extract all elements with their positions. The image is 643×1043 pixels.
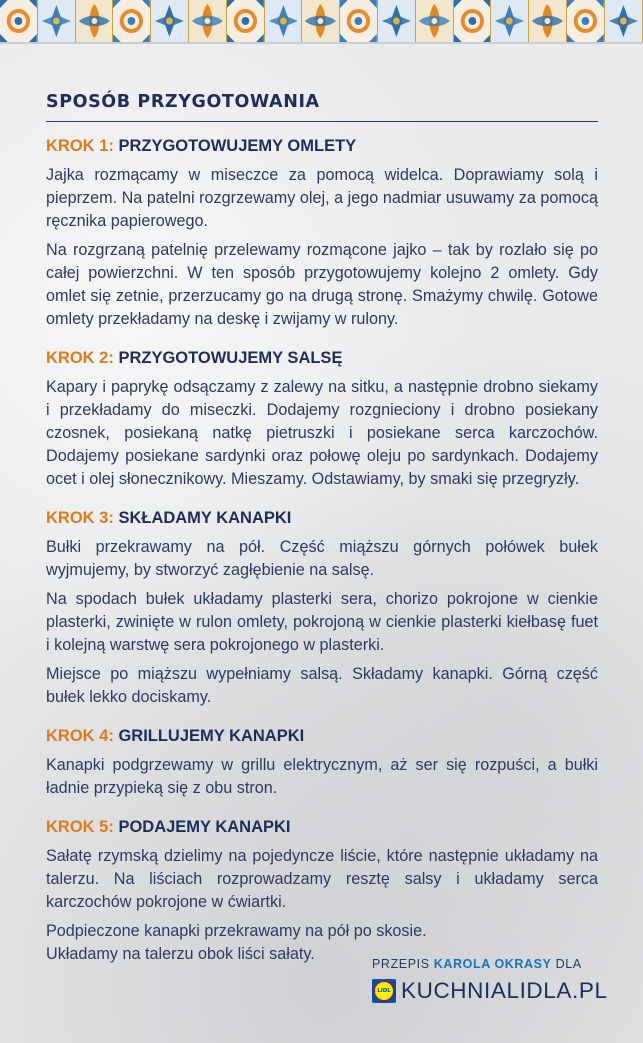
step-paragraph: Kanapki podgrzewamy w grillu elektrycznym, aż ser się rozpuści, a bułki ładnie przypieką się z obu stron. xyxy=(46,756,598,797)
ornament-tile-icon xyxy=(189,0,227,42)
step-heading xyxy=(46,818,598,837)
brand-logo-link[interactable] xyxy=(372,978,608,1004)
recipe-method xyxy=(46,92,598,972)
step-heading xyxy=(46,509,598,528)
step-3 xyxy=(46,509,598,709)
ornament-tile-icon xyxy=(265,0,303,42)
step-paragraph: Na rozgrzaną patelnię przelewamy rozmącone jajko – tak by rozlało się po całej powierzchni. W ten sposób przygotowujemy kolejno 2 omlety. Gdy omlet się zetnie, przerzucamy go na drugą stronę. Smażymy chwilę. Gotowe omlety przekładamy na deskę i zwijamy w rulony. xyxy=(46,241,598,328)
ornament-tile-icon xyxy=(416,0,454,42)
ornament-tile-icon xyxy=(113,0,151,42)
ornament-tile-icon xyxy=(529,0,567,42)
step-heading xyxy=(46,137,598,156)
ornament-tile-icon xyxy=(76,0,114,42)
step-paragraph: Podpieczone kanapki przekrawamy na pół po skosie. Układamy na talerzu obok liści sałaty. xyxy=(46,922,427,963)
credit-suffix: DLA xyxy=(555,957,582,971)
decorative-tile-band xyxy=(0,0,643,44)
step-paragraph: Na spodach bułek układamy plasterki sera, chorizo pokrojone w cienkie plasterki, zwinięte w rulon omlety, pokrojoną w cienkie plasterki kiełbasę fuet i kolejną warstwę sera pokrojonego w plasterki. xyxy=(46,590,598,654)
step-heading xyxy=(46,727,598,746)
step-paragraph: Bułki przekrawamy na pół. Część miąższu górnych połówek bułek wyjmujemy, by stworzyć zagłębienie na salsę. xyxy=(46,538,598,579)
ornament-tile-icon xyxy=(378,0,416,42)
ornament-tile-icon xyxy=(454,0,492,42)
step-title: GRILLUJEMY KANAPKI xyxy=(118,727,305,745)
step-title: PRZYGOTOWUJEMY OMLETY xyxy=(118,137,357,155)
ornament-tile-icon xyxy=(227,0,265,42)
ornament-tile-icon xyxy=(340,0,378,42)
brand-name: KUCHNIALIDLA.PL xyxy=(401,978,608,1003)
step-label: KROK 2: xyxy=(46,349,114,367)
step-paragraph: Miejsce po miąższu wypełniamy salsą. Składamy kanapki. Górną część bułek lekko dociskamy. xyxy=(46,665,598,706)
step-label: KROK 3: xyxy=(46,509,114,527)
step-paragraph: Kapary i paprykę odsączamy z zalewy na sitku, a następnie drobno siekamy i przekładamy do miseczki. Dodajemy rozgnieciony i drobno posiekany czosnek, posiekaną natkę pietruszki i posiekane serca karczochów. Dodajemy posiekane sardynki oraz połowę oleju po sardynkach. Dodajemy ocet i olej słonecznikowy. Mieszamy. Odstawiamy, by smaki się przegryzły. xyxy=(46,378,598,488)
step-4 xyxy=(46,727,598,800)
section-title: SPOSÓB PRZYGOTOWANIA xyxy=(46,92,598,122)
ornament-tile-icon xyxy=(491,0,529,42)
step-label: KROK 5: xyxy=(46,818,114,836)
ornament-tile-icon xyxy=(151,0,189,42)
credit-prefix: PRZEPIS xyxy=(372,957,430,971)
step-label: KROK 1: xyxy=(46,137,114,155)
step-1 xyxy=(46,137,598,331)
ornament-tile-icon xyxy=(567,0,605,42)
ornament-tile-icon xyxy=(605,0,643,42)
step-title: SKŁADAMY KANAPKI xyxy=(118,509,292,527)
ornament-tile-icon xyxy=(302,0,340,42)
ornament-tile-icon xyxy=(0,0,38,42)
step-2 xyxy=(46,349,598,491)
step-title: PODAJEMY KANAPKI xyxy=(118,818,291,836)
step-heading xyxy=(46,349,598,368)
step-label: KROK 4: xyxy=(46,727,114,745)
step-5 xyxy=(46,818,598,966)
step-paragraph: Sałatę rzymską dzielimy na pojedyncze liście, które następnie układamy na talerzu. Na liściach rozprowadzamy resztę salsy i układamy serca karczochów pokrojone w ćwiartki. xyxy=(46,847,598,911)
step-title: PRZYGOTOWUJEMY SALSĘ xyxy=(118,349,343,367)
lidl-logo-text: LIDL xyxy=(374,981,394,1001)
ornament-tile-icon xyxy=(38,0,76,42)
recipe-credit xyxy=(372,957,582,971)
lidl-logo-icon xyxy=(372,979,396,1003)
step-paragraph: Jajka rozmącamy w miseczce za pomocą widelca. Doprawiamy solą i pieprzem. Na patelni rozgrzewamy olej, a jego nadmiar usuwamy za pomocą ręcznika papierowego. xyxy=(46,166,598,230)
credit-author: KAROLA OKRASY xyxy=(433,957,552,971)
